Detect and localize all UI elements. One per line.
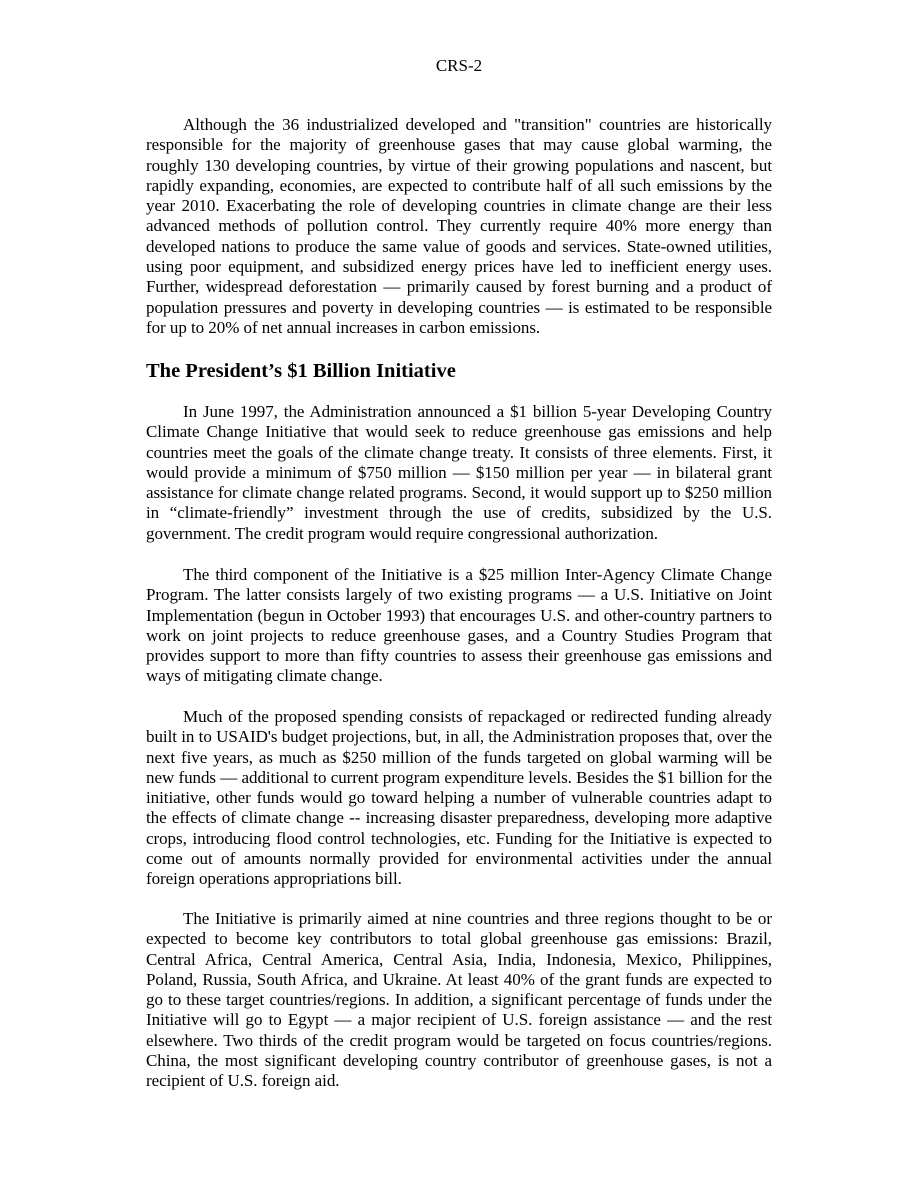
section-heading: The President’s $1 Billion Initiative (146, 360, 456, 382)
paragraph-proposed-spending: Much of the proposed spending consists of repackaged or redirected funding already built in to USAID's budget projections, but, in all, the Administration proposes that, over the next five years, as much as $250 million of the funds targeted on global warming will be new funds — additional to current program expenditure levels. Besides the $1 billion for the initiative, other funds would go toward helping a number of vulnerable countries adapt to the effects of climate change -- increasing disaster preparedness, developing more adaptive crops, introducing flood control technologies, etc. Funding for the Initiative is expected to come out of amounts normally provided for environmental activities under the annual foreign operations appropriations bill. (146, 707, 772, 889)
paragraph-third-component: The third component of the Initiative is a $25 million Inter-Agency Climate Change Program. The latter consists largely of two existing programs — a U.S. Initiative on Joint Implementation (begun in October 1993) that encourages U.S. and other-country partners to work on joint projects to reduce greenhouse gases, and a Country Studies Program that provides support to more than fifty countries to assess their greenhouse gas emissions and ways of mitigating climate change. (146, 565, 772, 686)
paragraph-initiative-announcement: In June 1997, the Administration announced a $1 billion 5-year Developing Country Climate Change Initiative that would seek to reduce greenhouse gas emissions and help countries meet the goals of the climate change treaty. It consists of three elements. First, it would provide a minimum of $750 million — $150 million per year — in bilateral grant assistance for climate change related programs. Second, it would support up to $250 million in “climate-friendly” investment through the use of credits, subsidized by the U.S. government. The credit program would require congressional authorization. (146, 402, 772, 543)
page-number-header: CRS-2 (435, 56, 483, 75)
paragraph-developing-countries-emissions: Although the 36 industrialized developed and "transition" countries are historically responsible for the majority of greenhouse gases that may cause global warming, the roughly 130 developing countries, by virtue of their growing populations and nascent, but rapidly expanding, economies, are expected to contribute half of all such emissions by the year 2010. Exacerbating the role of developing countries in climate change are their less advanced methods of pollution control. They currently require 40% more energy than developed nations to produce the same value of goods and services. State-owned utilities, using poor equipment, and subsidized energy prices have led to inefficient energy uses. Further, widespread deforestation — primarily caused by forest burning and a product of population pressures and poverty in developing countries — is estimated to be responsible for up to 20% of net annual increases in carbon emissions. (146, 115, 772, 337)
paragraph-target-countries: The Initiative is primarily aimed at nine countries and three regions thought to be or expected to become key contributors to total global greenhouse gas emissions: Brazil, Central Africa, Central America, Central Asia, India, Indonesia, Mexico, Philippines, Poland, Russia, South Africa, and Ukraine. At least 40% of the grant funds are expected to go to these target countries/regions. In addition, a significant percentage of funds under the Initiative will go to Egypt — a major recipient of U.S. foreign assistance — and the rest elsewhere. Two thirds of the credit program would be targeted on focus countries/regions. China, the most significant developing country contributor of greenhouse gases, is not a recipient of U.S. foreign aid. (146, 909, 772, 1091)
